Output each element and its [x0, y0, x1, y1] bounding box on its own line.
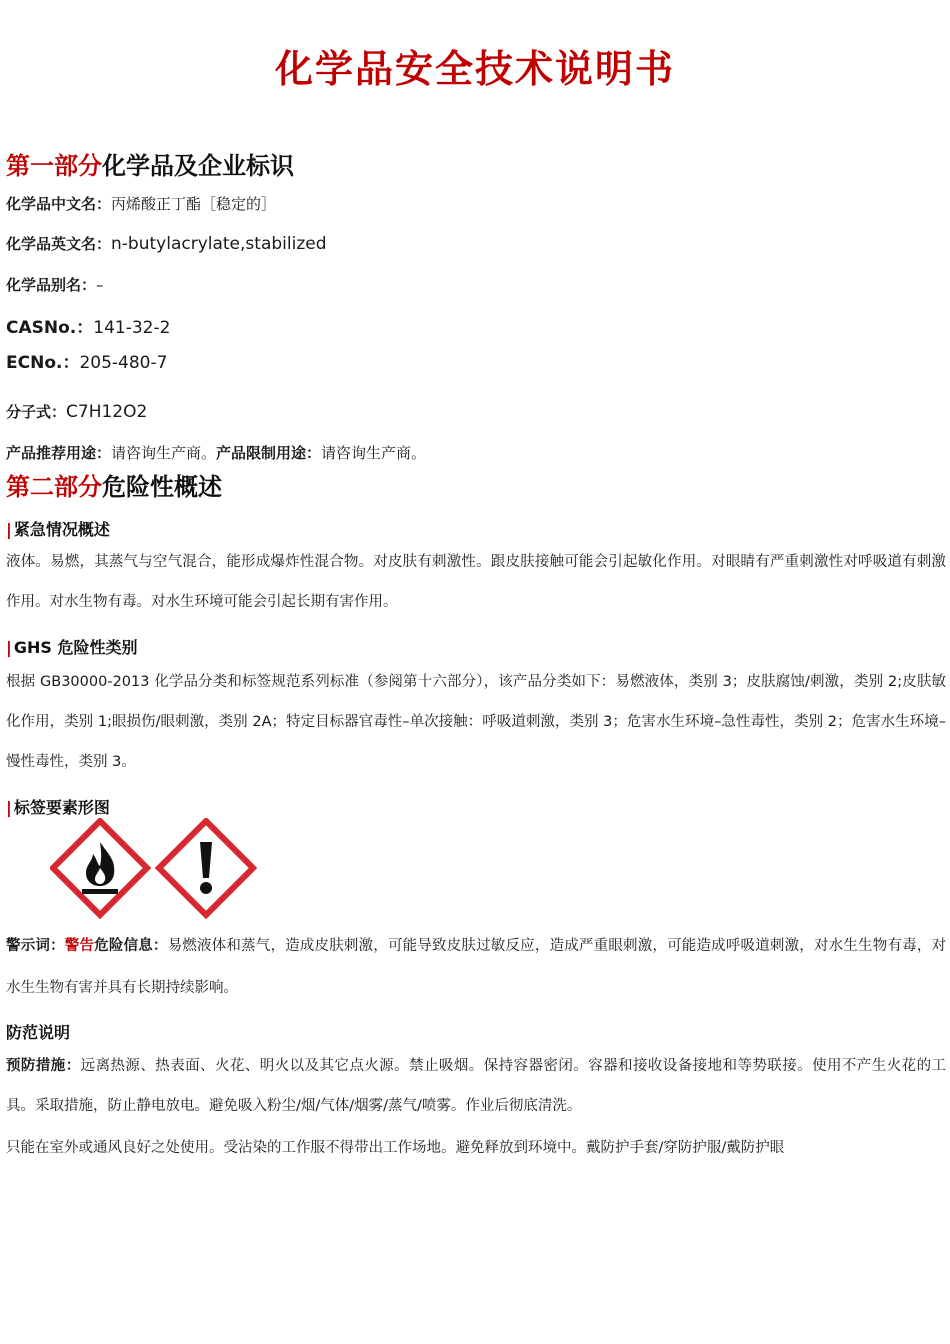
cn-name-label: 化学品中文名： [6, 195, 112, 213]
cas-row [6, 313, 170, 338]
exclamation-icon [159, 821, 253, 915]
ghs-title: GHS 危险性类别 [13, 638, 138, 657]
use-value: 请咨询生产商。 [111, 444, 217, 462]
restrict-value: 请咨询生产商。 [321, 444, 427, 462]
restrict-label: 产品限制用途： [216, 444, 322, 462]
ec-row [6, 348, 167, 373]
page-title: 化学品安全技术说明书 [274, 47, 675, 91]
prevention-text-2: 只能在室外或通风良好之处使用。受沾染的工作服不得带出工作场地。避免释放到环境中。戴防护手套/穿防护服/戴防护眼 [6, 1140, 785, 1156]
cas-label: CASNo.： [6, 318, 94, 338]
signal-paragraph [6, 925, 946, 1009]
alias-value: – [96, 276, 104, 294]
hazard-text: 易燃液体和蒸气，造成皮肤刺激，可能导致皮肤过敏反应，造成严重眼刺激，可能造成呼吸道刺激，对水生生物有毒，对水生生物有害并具有长期持续影响。 [6, 938, 947, 996]
cn-name-value: 丙烯酸正丁酯［稳定的］ [111, 195, 277, 213]
flame-icon [53, 821, 147, 915]
signal-label: 警示词： [6, 938, 65, 954]
en-name-label: 化学品英文名： [6, 235, 112, 253]
ghs-text: 根据 GB30000-2013 化学品分类和标签规范系列标准（参阅第十六部分），该产品分类如下：易燃液体，类别 3；皮肤腐蚀/刺激，类别 2;皮肤敏化作用，类别 1;眼损伤/眼刺激，类别 2A；特定目标器官毒性–单次接触：呼吸道刺激，类别 3；危害水生环境–急性毒性，类别 2；危害水生环境–慢性毒性，类别 3。 [6, 674, 946, 770]
label-title: 标签要素形图 [13, 798, 110, 817]
section1-prefix: 第一部分 [6, 152, 102, 180]
en-name-row [6, 233, 327, 254]
signal-word: 警告 [64, 938, 95, 954]
ghs-pictograms [50, 818, 260, 920]
heading-bar-icon: | [6, 520, 12, 539]
formula-label: 分子式： [6, 403, 67, 421]
ec-label: ECNo.： [6, 353, 80, 373]
section2-name: 危险性概述 [102, 473, 222, 501]
ec-value: 205-480-7 [79, 353, 168, 373]
label-heading [6, 795, 110, 818]
use-label: 产品推荐用途： [6, 444, 112, 462]
formula-value: C7H12O2 [66, 402, 148, 422]
ghs-heading [6, 635, 137, 658]
prevention-paragraph [6, 1046, 946, 1126]
heading-bar-icon: | [6, 638, 12, 657]
section1-heading [6, 146, 294, 181]
emergency-title: 紧急情况概述 [13, 520, 110, 539]
section2-heading [6, 467, 222, 502]
section1-name: 化学品及企业标识 [102, 152, 294, 180]
hazard-label: 危险信息： [94, 938, 168, 954]
prevention-text: 远离热源、热表面、火花、明火以及其它点火源。禁止吸烟。保持容器密闭。容器和接收设备接地和等势联接。使用不产生火花的工具。采取措施，防止静电放电。避免吸入粉尘/烟/气体/烟雾/蒸气/喷雾。作业后彻底清洗。 [6, 1058, 946, 1114]
precaution-title: 防范说明 [6, 1023, 71, 1042]
cas-value: 141-32-2 [93, 318, 171, 338]
alias-label: 化学品别名： [6, 276, 97, 294]
formula-row [6, 401, 147, 422]
en-name-value: n-butylacrylate,stabilized [111, 234, 327, 254]
heading-bar-icon: | [6, 798, 12, 817]
use-row [6, 442, 426, 463]
section2-prefix: 第二部分 [6, 473, 102, 501]
prevention-label: 预防措施： [6, 1058, 81, 1074]
emergency-heading [6, 517, 110, 540]
alias-row [6, 274, 104, 295]
emergency-text: 液体。易燃，其蒸气与空气混合，能形成爆炸性混合物。对皮肤有刺激性。跟皮肤接触可能会引起敏化作用。对眼睛有严重刺激性对呼吸道有刺激作用。对水生物有毒。对水生环境可能会引起长期有害作用。 [6, 554, 946, 610]
cn-name-row [6, 193, 276, 214]
